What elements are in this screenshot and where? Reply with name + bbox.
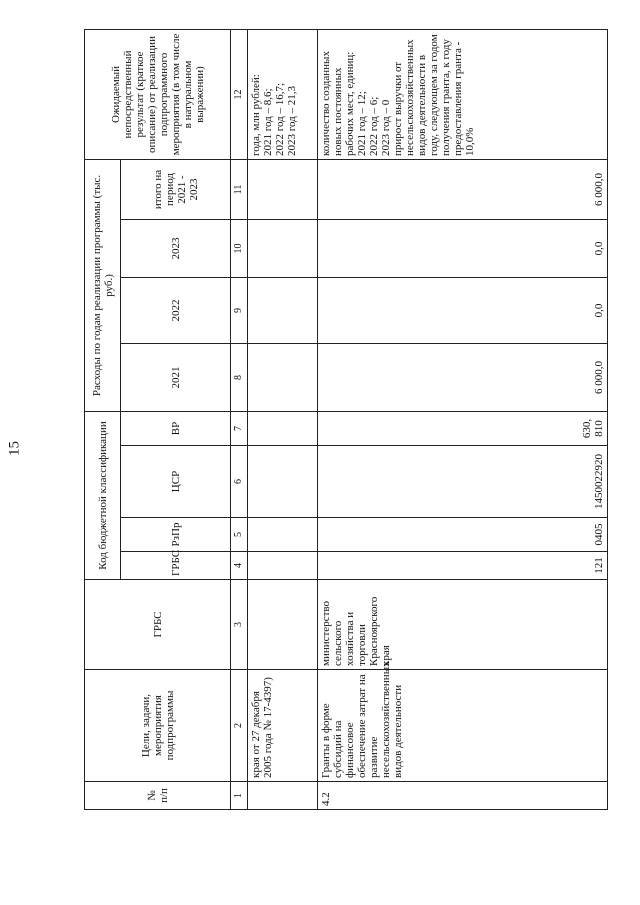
header-2021: 2021: [121, 343, 231, 411]
col-number: 4: [231, 552, 248, 580]
row-result: количество созданных новых постоянных рабочих мест, единиц: 2021 год – 12; 2022 год – 6; 2023 год – 0 прирост выручки от несельскохозяйственных видов деятельности в году, следующем за годом получения гранта, к году предоставления гранта - 10,0%: [318, 29, 608, 159]
col-number: 12: [231, 29, 248, 159]
row-2022: [248, 277, 318, 343]
header-total: итого на период 2021 - 2023: [121, 159, 231, 219]
row-rzpr: [248, 518, 318, 552]
row-2021: 6 000,0: [318, 343, 608, 411]
row-result: года, млн рублей: 2021 год – 8,6; 2022 год – 16,7; 2023 год – 21,3: [248, 29, 318, 159]
header-vr: ВР: [121, 411, 231, 445]
row-rzpr: 0405: [318, 518, 608, 552]
table-row: [318, 29, 608, 809]
row-num: 4.2: [318, 782, 608, 810]
col-number: 6: [231, 446, 248, 518]
col-number: 9: [231, 277, 248, 343]
table-row: [248, 29, 318, 809]
header-budget-group: Код бюджетной классификации: [85, 411, 121, 579]
row-csr: [248, 446, 318, 518]
header-result: Ожидаемый непосредственный результат (краткое описание) от реализации подпрограммного мероприятия (в том числе в натуральном выражении): [85, 29, 231, 159]
rotated-table-container: [84, 30, 608, 810]
header-num: № п/п: [85, 782, 231, 810]
row-2023: [248, 219, 318, 277]
column-number-row: [231, 29, 248, 809]
row-vr: [248, 411, 318, 445]
col-number: 5: [231, 518, 248, 552]
col-number: 10: [231, 219, 248, 277]
row-grbs-code: [248, 552, 318, 580]
header-rzpr: РзПр: [121, 518, 231, 552]
row-total: 6 000,0: [318, 159, 608, 219]
row-total: [248, 159, 318, 219]
col-number: 7: [231, 411, 248, 445]
row-name: Гранты в форме субсидий на финансовое обеспечение затрат на развитие несельскохозяйственных видов деятельности: [318, 670, 608, 782]
row-grbs: министерство сельского хозяйства и торговли Красноярского края: [318, 580, 608, 670]
header-grbs-code: ГРБС: [121, 552, 231, 580]
header-csr: ЦСР: [121, 446, 231, 518]
row-grbs-code: 121: [318, 552, 608, 580]
page-number: 15: [6, 441, 23, 456]
header-grbs: ГРБС: [85, 580, 231, 670]
row-vr: 630, 810: [318, 411, 608, 445]
header-expenses-group: Расходы по годам реализации программы (тыс. руб.): [85, 159, 121, 411]
row-2023: 0,0: [318, 219, 608, 277]
row-2021: [248, 343, 318, 411]
row-name: края от 27 декабря 2005 года № 17-4397): [248, 670, 318, 782]
row-csr: 1450022920: [318, 446, 608, 518]
col-number: 8: [231, 343, 248, 411]
row-num: [248, 782, 318, 810]
row-2022: 0,0: [318, 277, 608, 343]
header-2023: 2023: [121, 219, 231, 277]
row-grbs: [248, 580, 318, 670]
header-name: Цели, задачи, мероприятия подпрограммы: [85, 670, 231, 782]
program-table: [84, 29, 608, 810]
header-2022: 2022: [121, 277, 231, 343]
col-number: 3: [231, 580, 248, 670]
col-number: 1: [231, 782, 248, 810]
col-number: 11: [231, 159, 248, 219]
col-number: 2: [231, 670, 248, 782]
